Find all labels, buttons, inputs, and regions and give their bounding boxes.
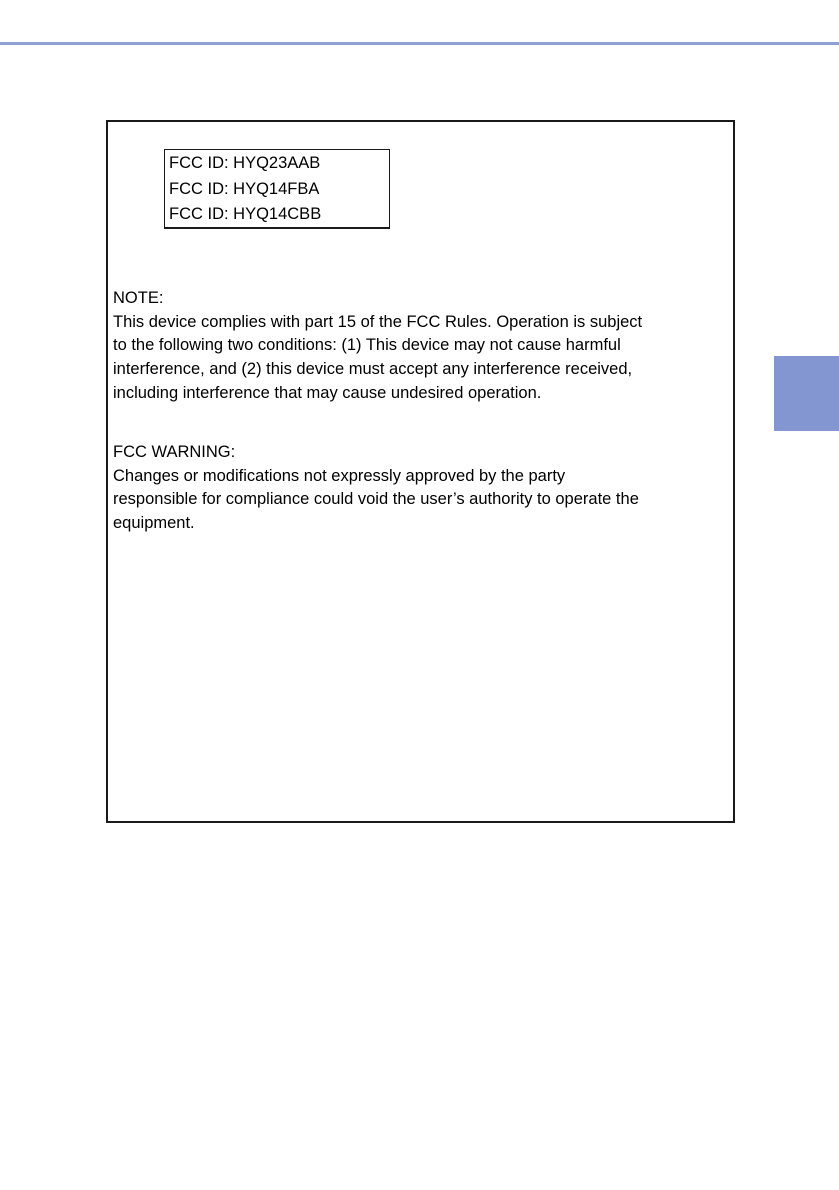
fcc-id-box [164,149,390,229]
warning-text-line: Changes or modifications not expressly approved by the party [113,466,566,485]
note-text-line: interference, and (2) this device must accept any interference received, [113,360,633,379]
note-text-line: to the following two conditions: (1) This device may not cause harmful [113,336,621,355]
fcc-id-line: FCC ID: HYQ23AAB [169,154,321,172]
fcc-id-line: FCC ID: HYQ14FBA [169,179,320,198]
header-rule [0,42,839,45]
note-text-line: including interference that may cause undesired operation. [113,383,542,402]
note-heading: NOTE: [113,289,164,307]
note-section [113,287,731,406]
warning-section [113,441,731,536]
document-frame [106,120,735,823]
warning-text-line: responsible for compliance could void the user’s authority to operate the [113,490,639,509]
section-tab [774,356,839,431]
warning-text-line: equipment. [113,514,195,533]
fcc-id-line: FCC ID: HYQ14CBB [169,205,322,223]
note-text-line: This device complies with part 15 of the FCC Rules. Operation is subject [113,312,643,331]
warning-heading: FCC WARNING: [113,443,236,461]
